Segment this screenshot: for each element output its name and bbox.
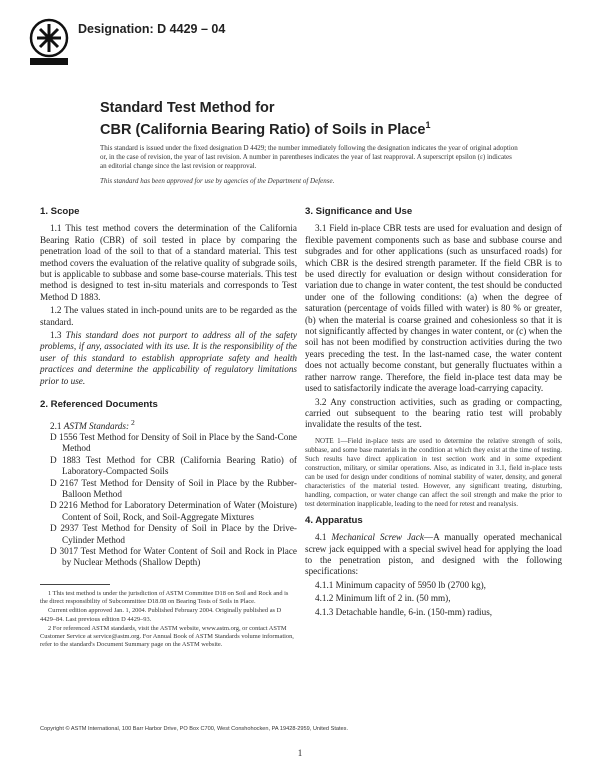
title-line-2: CBR (California Bearing Ratio) of Soils in Place$^1$ <box>100 120 431 138</box>
title-line-1: Standard Test Method for <box>100 100 275 116</box>
reference-item: D 1883 Test Method for CBR (California Bearing Ratio) of Laboratory-Compacted Soils <box>50 454 297 477</box>
reference-item: D 2937 Test Method for Density of Soil in Place by the Drive-Cylinder Method <box>50 523 297 545</box>
footnote-2: 2 For referenced ASTM standards, visit the ASTM website, www.astm.org, or contact ASTM Customer Service at service@astm.org. For Annual Book of ASTM Standards volume information, refer to the standard's Document Summary page on the ASTM website. <box>40 624 294 649</box>
paragraph-3-2: 3.2 Any construction activities, such as grading or compacting, carried out subsequent to the bearing ratio test will probably invalidate the results of the test. <box>305 396 562 430</box>
section-scope-heading: 1. Scope <box>40 206 80 217</box>
footnote-divider <box>40 584 110 585</box>
paragraph-1-1: 1.1 This test method covers the determination of the California Bearing Ratio (CBR) of soil tested in place by comparing the penetration load of the soil to that of a standard material. This test method covers the evaluation of the relative quality of subgrade soils, but is applicable to subbase and some base-course materials. This test method is designed to test in-situ materials and corresponds to Test Method D 1883. <box>40 223 297 302</box>
notice-paragraph: This standard is issued under the fixed designation D 4429; the number immediately following the designation indicates the year of original adoption or, in the case of revision, the year of last revision. A number in parentheses indicates the year of last reapproval. A superscript epsilon (ε) indicates an editorial change since the last revision or reapproval. <box>100 144 518 170</box>
right-column <box>305 206 562 620</box>
standard-notice <box>100 144 520 192</box>
footnotes <box>40 590 297 650</box>
left-column <box>40 206 297 569</box>
astm-international-logo-icon <box>28 18 70 68</box>
reference-item: D 1556 Test Method for Density of Soil in Place by the Sand-Cone Method <box>50 431 297 454</box>
paragraph-4-1-2: 4.1.2 Minimum lift of 2 in. (50 mm), <box>315 593 451 604</box>
designation: Designation: D 4429 – 04 <box>78 22 226 36</box>
document-title <box>100 100 431 139</box>
reference-item: D 2167 Test Method for Density of Soil in Place by the Rubber-Balloon Method <box>50 477 297 499</box>
paragraph-4-1-1: 4.1.1 Minimum capacity of 5950 lb (2700 kg), <box>315 579 486 590</box>
reference-item: D 2216 Method for Laboratory Determination of Water (Moisture) Content of Soil, Rock, and Soil-Aggregate Mixtures <box>50 500 297 522</box>
reference-item: D 3017 Test Method for Water Content of Soil and Rock in Place by Nuclear Methods (Shallow Depth) <box>50 546 297 568</box>
paragraph-1-3: 1.3 This standard does not purport to address all of the safety problems, if any, associated with its use. It is the responsibility of the user of this standard to establish appropriate safety and health practices and determine the applicability of regulatory limitations prior to use. <box>40 330 298 386</box>
paragraph-3-1: 3.1 Field in-place CBR tests are used for evaluation and design of flexible pavement components such as base and subbase course and subgrades and for other applications (such as unsurfaced roads) for which CBR is the desired strength parameter. If the field CBR is to be used directly for evaluation or design without consideration for variation due to change in water content, the test should be conducted under one of the following conditions: (a) when the degree of saturation (percentage of voids filled with water) is 80 % or greater, (b) when the material is coarse grained and cohesionless so that it is not significantly affected by changes in water content, or (c) when the soil has not been modified by construction activities during the two years preceding the test. In the last-named case, the water content does not actually become constant, but generally fluctuates within a rather narrow range. Therefore, the field in-place test data may be used to satisfactorily indicate the average load-carrying capacity. <box>305 223 562 394</box>
section-significance-heading: 3. Significance and Use <box>305 206 413 217</box>
copyright-notice: Copyright © ASTM International, 100 Barr Harbor Drive, PO Box C700, West Conshohocken, PA 19428-2959, United States. <box>40 726 348 732</box>
footnote-1: 1 This test method is under the jurisdiction of ASTM Committee D18 on Soil and Rock and is the direct responsibility of Subcommittee D18.08 on Bearing Tests of Soils in Place. <box>40 590 289 606</box>
paragraph-4-1-3: 4.1.3 Detachable handle, 6-in. (150-mm) radius, <box>315 606 493 617</box>
paragraph-1-2: 1.2 The values stated in inch-pound units are to be regarded as the standard. <box>40 305 297 327</box>
section-apparatus-heading: 4. Apparatus <box>305 514 363 526</box>
paragraph-4-1: 4.1 Mechanical Screw Jack—A manually operated mechanical screw jack equipped with a special swivel head for applying the load to the penetration piston, and designed with the following specifications: <box>305 532 562 577</box>
dod-approval-note: This standard has been approved for use by agencies of the Department of Defense. <box>100 177 335 185</box>
footnote-1-edition: Current edition approved Jan. 1, 2004. Published February 2004. Originally published as D 4429–84. Last previous edition D 4429–93. <box>40 607 282 623</box>
section-references-heading: 2. Referenced Documents <box>40 399 158 411</box>
paragraph-2-1: 2.1 ASTM Standards: $^2$ <box>50 417 135 431</box>
page-number: 1 <box>297 748 303 758</box>
note-1: NOTE 1—Field in-place tests are used to determine the relative strength of soils, subbase, and some base materials in the condition at which they exist at the time of testing. Such results have direct application in test section work and in some expedient construction, military, or similar operations. Also, as indicated in 3.1, field in-place tests can be used for design under conditions of nominal stability of water, density, and general characteristics of the material tested. However, any significant treating, disturbing, handling, compaction, or water change can affect the soil strength and make the prior to test determination inapplicable, leading to the need for retest and reanalysis. <box>305 436 562 508</box>
